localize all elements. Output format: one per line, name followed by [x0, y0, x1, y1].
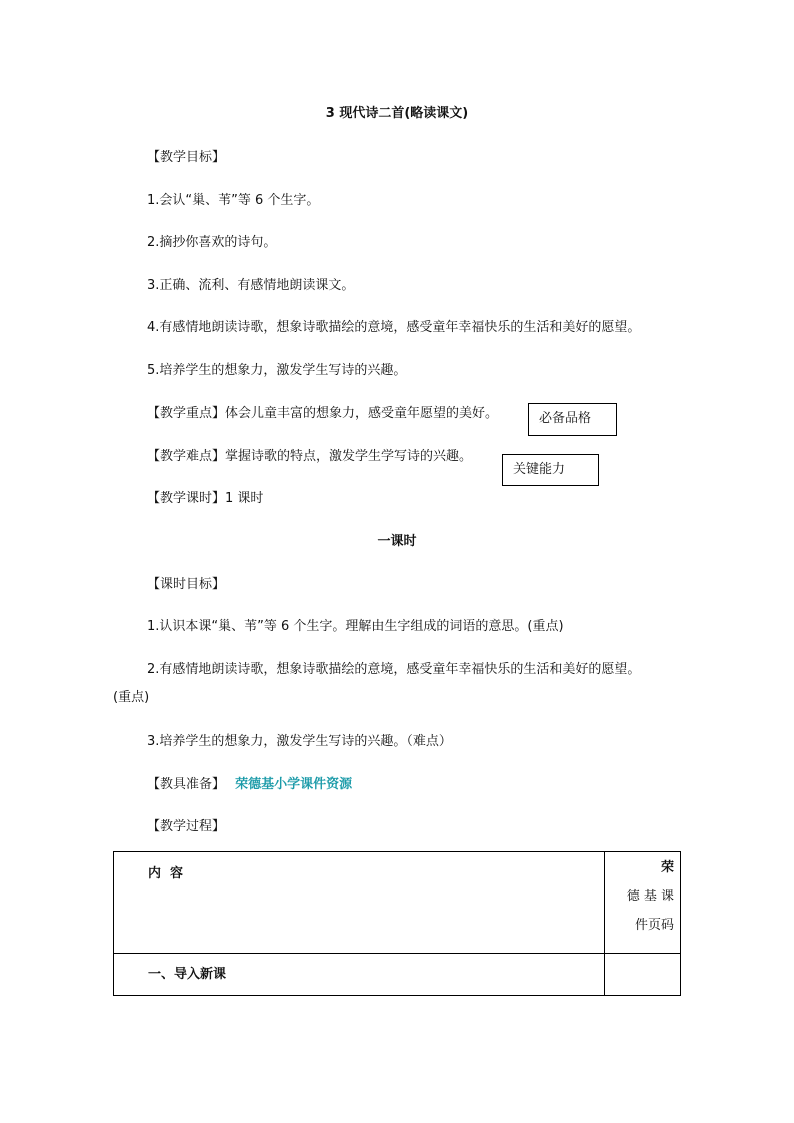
header-page-line: 德 基 课 — [626, 889, 674, 904]
tools-line — [147, 776, 352, 794]
key-point: 【教学重点】体会儿童丰富的想象力，感受童年愿望的美好。 — [147, 406, 499, 421]
objectives-heading: 【教学目标】 — [147, 150, 226, 165]
difficulty: 【教学难点】掌握诗歌的特点，激发学生学写诗的兴趣。 — [147, 449, 473, 464]
quality-box: 必备品格 — [528, 403, 617, 436]
process-table — [113, 851, 681, 996]
objective-item: 5.培养学生的想象力，激发学生写诗的兴趣。 — [147, 363, 407, 378]
row-page-cell — [605, 954, 681, 996]
period-objective-item: 2.有感情地朗读诗歌，想象诗歌描绘的意境，感受童年幸福快乐的生活和美好的愿望。 — [147, 662, 641, 677]
objective-item: 3.正确、流利、有感情地朗读课文。 — [147, 278, 355, 293]
ability-box: 关键能力 — [502, 454, 599, 486]
section-title: 一课时 — [377, 534, 417, 549]
period-objective-item: 1.认识本课“巢、苇”等 6 个生字。理解由生字组成的词语的意思。(重点) — [147, 619, 564, 634]
objective-item: 1.会认“巢、苇”等 6 个生字。 — [147, 193, 320, 208]
period-objective-item: 3.培养学生的想象力，激发学生写诗的兴趣。（难点） — [147, 734, 452, 749]
row-content-cell — [114, 954, 605, 996]
header-content-cell — [114, 852, 605, 954]
row-content-label: 一、导入新课 — [148, 967, 227, 982]
header-page-cell — [605, 852, 681, 954]
process-heading: 【教学过程】 — [147, 819, 226, 834]
lesson-hours: 【教学课时】1 课时 — [147, 491, 264, 506]
tools-label: 【教具准备】 — [147, 777, 226, 792]
header-content-label: 内 容 — [148, 866, 184, 881]
objective-item: 4.有感情地朗读诗歌，想象诗歌描绘的意境，感受童年幸福快乐的生活和美好的愿望。 — [147, 320, 641, 335]
tools-resource: 荣德基小学课件资源 — [235, 777, 353, 792]
period-objective-continuation: (重点) — [113, 690, 150, 705]
period-objectives-heading: 【课时目标】 — [147, 577, 226, 592]
table-row — [114, 954, 681, 996]
objective-item: 2.摘抄你喜欢的诗句。 — [147, 235, 277, 250]
page-title: 3 现代诗二首(略读课文) — [325, 106, 469, 121]
table-header-row — [114, 852, 681, 954]
header-page-line: 件页码 — [634, 918, 674, 933]
header-page-line: 荣 — [660, 860, 674, 875]
